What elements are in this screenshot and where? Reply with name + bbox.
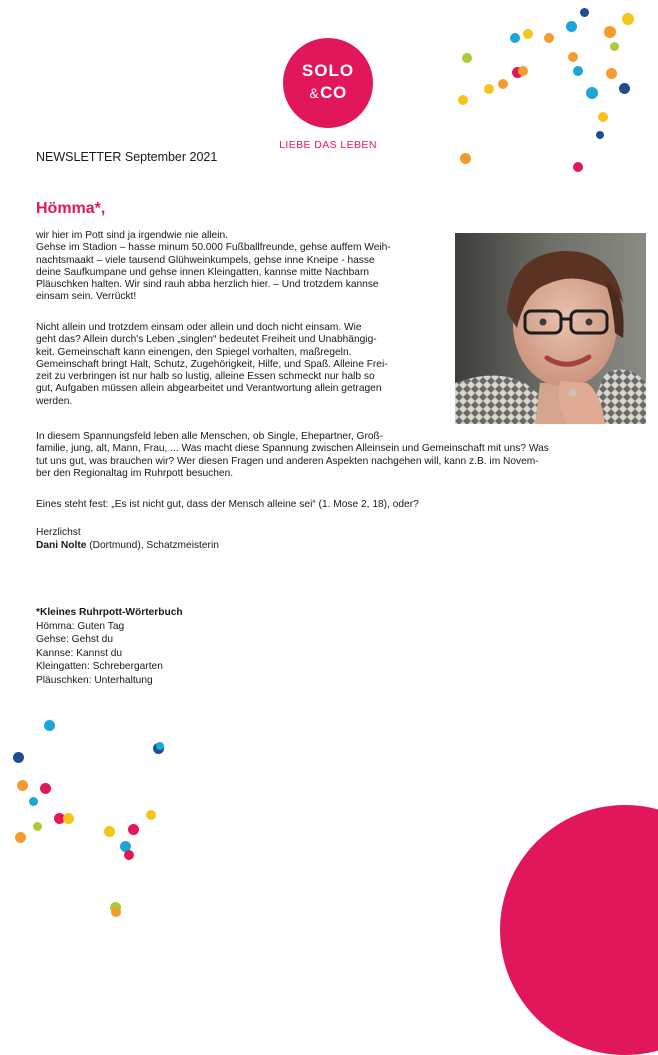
confetti-dot xyxy=(40,783,51,794)
signature-block xyxy=(36,526,219,552)
confetti-dot xyxy=(111,907,121,917)
logo-ampersand: & xyxy=(309,85,320,101)
confetti-dot xyxy=(523,29,533,39)
paragraph-3 xyxy=(36,431,626,480)
confetti-dot xyxy=(610,42,619,51)
text-line: einsam sein. Verrückt! xyxy=(36,291,137,303)
signature-line xyxy=(36,539,219,552)
text-line: keit. Gemeinschaft kann einengen, den Spiegel vorhalten, maßregeln. xyxy=(36,346,352,358)
confetti-dot xyxy=(498,79,508,89)
confetti-dot xyxy=(15,832,26,843)
text-line: Pläuschken halten. Wir sind rauh abba herzlich hier. – Und trotzdem kannse xyxy=(36,279,379,291)
confetti-dot xyxy=(104,826,115,837)
confetti-dot xyxy=(458,95,468,105)
confetti-dot xyxy=(606,68,617,79)
confetti-dot xyxy=(128,824,139,835)
confetti-dot xyxy=(156,742,164,750)
text-line: tut uns gut, was brauchen wir? Wer diesen Fragen und anderen Aspekten nachgehen will, kann z.B. im Novem- xyxy=(36,455,539,467)
glossary-item: Pläuschken: Unterhaltung xyxy=(36,674,153,686)
confetti-dot xyxy=(518,66,528,76)
greeting-heading: Hömma*, xyxy=(36,200,106,217)
paragraph-1 xyxy=(36,230,446,304)
confetti-dot xyxy=(604,26,616,38)
glossary-item: Gehse: Gehst du xyxy=(36,634,114,645)
confetti-dot xyxy=(619,83,630,94)
confetti-dot xyxy=(580,8,589,17)
glossary-item: Hömma: Guten Tag xyxy=(36,620,125,632)
confetti-dot xyxy=(462,53,472,63)
confetti-dot xyxy=(544,33,554,43)
confetti-dot xyxy=(573,66,583,76)
text-line: gut, Aufgaben müssen allein abgearbeitet und Verantwortung allein getragen xyxy=(36,383,382,395)
logo-co-text: CO xyxy=(320,83,347,102)
text-line: familie, jung, alt, Mann, Frau, ... Was macht diese Spannung zwischen Alleinsein und Gemeinschaft mit uns? Was xyxy=(36,443,549,455)
text-line: Nicht allein und trotzdem einsam oder allein und doch nicht einsam. Wie xyxy=(36,322,362,333)
confetti-dot xyxy=(568,52,578,62)
glossary-item: Kannse: Kannst du xyxy=(36,647,123,659)
confetti-dot xyxy=(586,87,598,99)
glossary-title: *Kleines Ruhrpott-Wörterbuch xyxy=(36,607,183,618)
glossary-item: Kleingatten: Schrebergarten xyxy=(36,661,163,672)
portrait-illustration xyxy=(455,233,646,424)
closing-text: Herzlichst xyxy=(36,527,81,538)
confetti-dot xyxy=(460,153,471,164)
solo-co-logo xyxy=(283,38,373,128)
text-line: In diesem Spannungsfeld leben alle Menschen, ob Single, Ehepartner, Groß- xyxy=(36,431,384,442)
confetti-dot xyxy=(13,752,24,763)
text-line: Gehse im Stadion – hasse minum 50.000 Fußballfreunde, gehse auffem Weih- xyxy=(36,242,391,254)
confetti-dot xyxy=(573,162,583,172)
text-line: deine Saufkumpane und gehse innen Kleingatten, kannse mitte Nachbarn xyxy=(36,266,370,278)
text-line: wir hier im Pott sind ja irgendwie nie allein. xyxy=(36,230,228,241)
logo-line-co xyxy=(283,84,373,102)
signature-role: (Dortmund), Schatzmeisterin xyxy=(86,540,219,551)
portrait-photo xyxy=(455,233,646,424)
text-line: geht das? Allein durch's Leben „singlen“ bedeutet Freiheit und Unabhängig- xyxy=(36,334,377,346)
confetti-dot xyxy=(596,131,604,139)
text-line: Gemeinschaft bringt Halt, Schutz, Zugehörigkeit, Hilfe, und Spaß. Alleine Frei- xyxy=(36,358,388,370)
newsletter-title: NEWSLETTER September 2021 xyxy=(36,150,218,164)
confetti-dot xyxy=(63,813,74,824)
text-line: zeit zu verbringen ist nur halb so lustig, alleine Essen schmeckt nur halb so xyxy=(36,371,375,383)
glossary-block xyxy=(36,606,183,687)
paragraph-2 xyxy=(36,322,446,408)
logo-line-solo: SOLO xyxy=(301,61,355,80)
confetti-dot xyxy=(44,720,55,731)
decorative-pink-circle xyxy=(500,805,658,1055)
confetti-dot xyxy=(33,822,42,831)
confetti-dot xyxy=(566,21,577,32)
confetti-dot xyxy=(17,780,28,791)
confetti-dot xyxy=(598,112,608,122)
confetti-dot xyxy=(29,797,38,806)
paragraph-4: Eines steht fest: „Es ist nicht gut, dass der Mensch alleine sei“ (1. Mose 2, 18), oder? xyxy=(36,499,419,510)
text-line: ber den Regionaltag im Ruhrpott besuchen. xyxy=(36,467,234,479)
confetti-dot xyxy=(622,13,634,25)
logo-tagline: LIEBE DAS LEBEN xyxy=(279,139,377,151)
text-line: werden. xyxy=(36,395,73,407)
confetti-dot xyxy=(124,850,134,860)
confetti-dot xyxy=(146,810,156,820)
signature-name: Dani Nolte xyxy=(36,540,87,551)
confetti-dot xyxy=(510,33,520,43)
confetti-dot xyxy=(484,84,494,94)
text-line: nachtsmaakt – viele tausend Glühweinkumpels, gehse inne Kneipe - hasse xyxy=(36,254,375,266)
